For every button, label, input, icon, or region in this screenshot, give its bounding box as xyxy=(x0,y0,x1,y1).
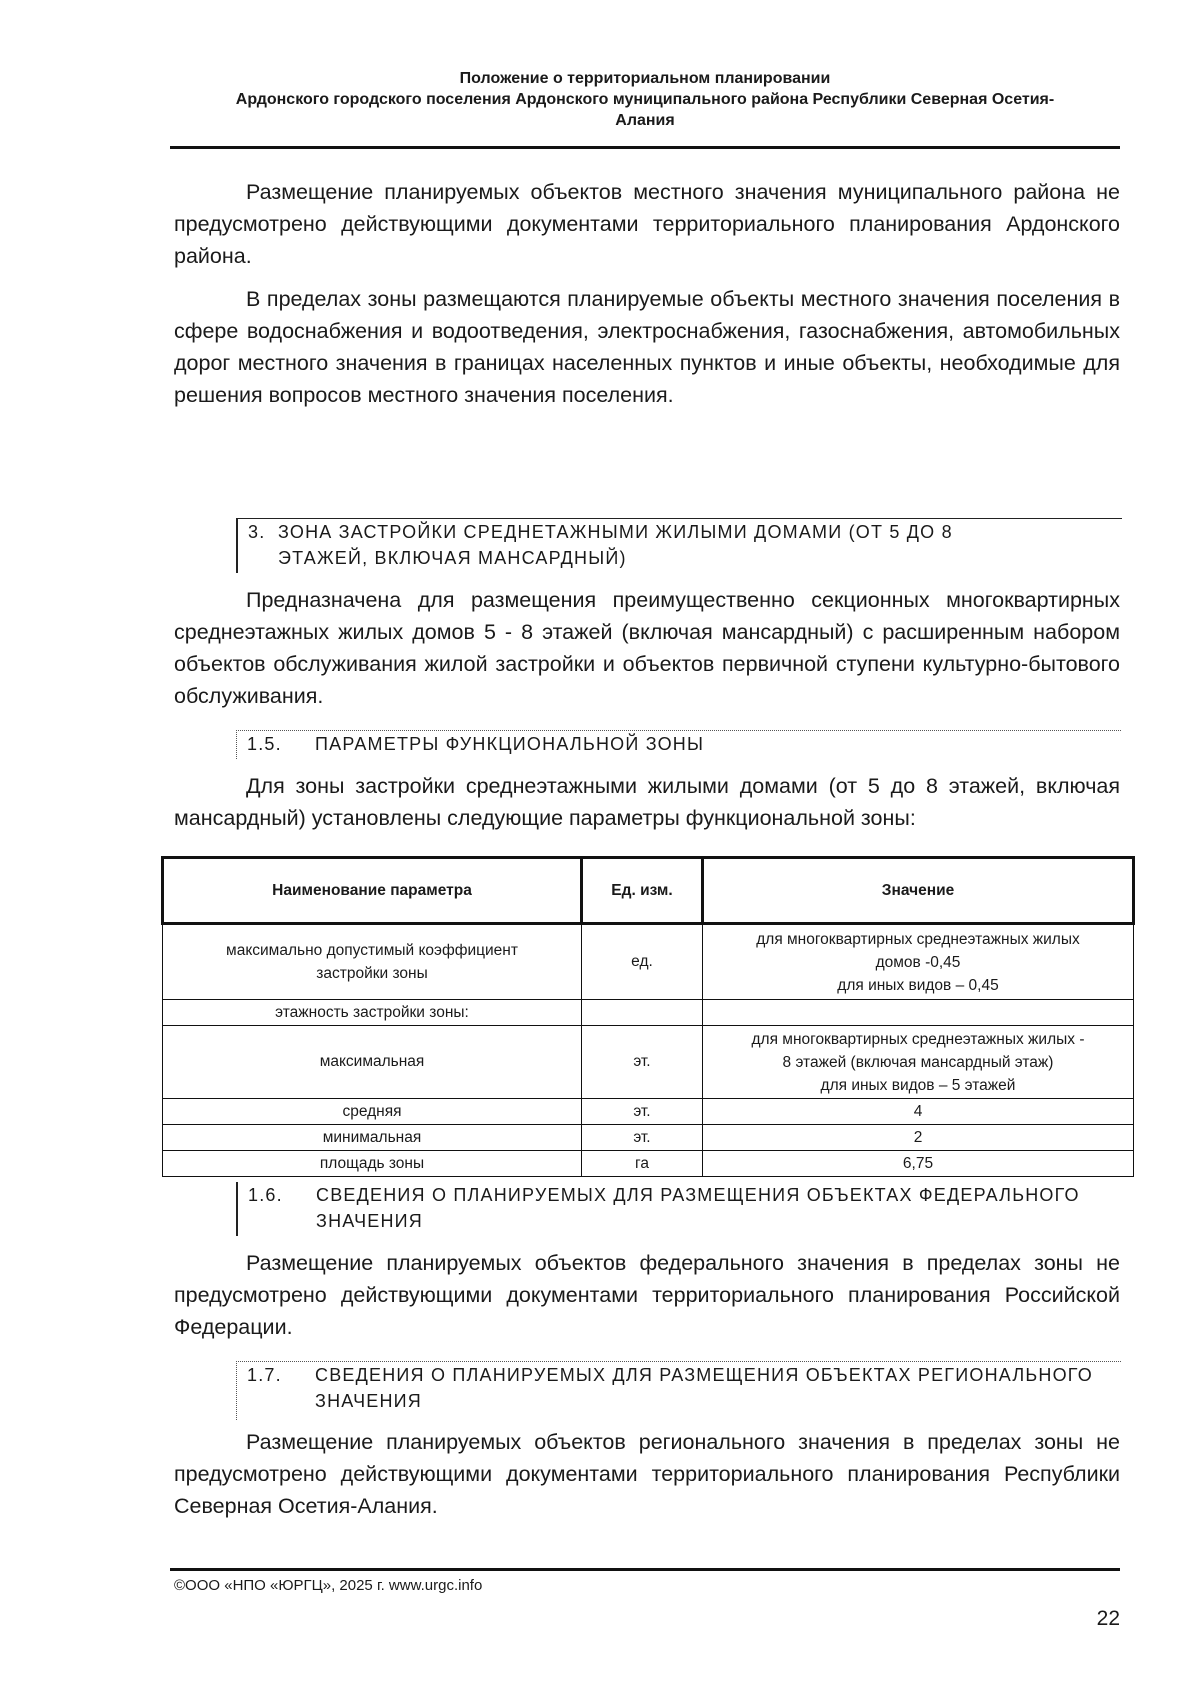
cell-parameter: этажность застройки зоны: xyxy=(163,1000,582,1026)
cell-parameter: максимальная xyxy=(163,1026,582,1099)
cell-unit: ед. xyxy=(582,924,703,1000)
cell-unit xyxy=(582,1000,703,1026)
cell-value: 2 xyxy=(703,1125,1134,1151)
section-number: 1.7. xyxy=(247,1365,282,1385)
section-title: ПАРАМЕТРЫ ФУНКЦИОНАЛЬНОЙ ЗОНЫ xyxy=(315,734,705,754)
cell-text: для иных видов – 0,45 xyxy=(837,976,999,994)
cell-parameter xyxy=(163,924,582,1000)
section-heading-3 xyxy=(236,518,1122,573)
header-cell-unit: Ед. изм. xyxy=(582,858,703,924)
document-header xyxy=(170,68,1120,131)
cell-value: 4 xyxy=(703,1099,1134,1125)
cell-unit: эт. xyxy=(582,1125,703,1151)
section-heading-1-6 xyxy=(236,1182,1122,1236)
section-title-line-2: ЭТАЖЕЙ, ВКЛЮЧАЯ МАНСАРДНЫЙ) xyxy=(278,548,627,568)
section-title-line-2: ЗНАЧЕНИЯ xyxy=(315,1391,423,1411)
section-heading-1-7 xyxy=(236,1361,1121,1420)
section-title-line-2: ЗНАЧЕНИЯ xyxy=(316,1211,424,1231)
cell-parameter: минимальная xyxy=(163,1125,582,1151)
cell-text: для многоквартирных среднеэтажных жилых - xyxy=(751,1030,1085,1048)
cell-text: 8 этажей (включая мансардный этаж) xyxy=(782,1053,1054,1071)
footer-rule xyxy=(170,1568,1120,1571)
paragraph-purpose: Предназначена для размещения преимущественно секционных многоквартирных среднеэтажных жилых домов 5 - 8 этажей (включая мансардный) с расширенным набором объектов обслуживания жилой застройки и объектов первичной ступени культурно-бытового обслуживания. xyxy=(174,588,1120,708)
header-line-2: Ардонского городского поселения Ардонского муниципального района Республики Северная Осетия- xyxy=(235,91,1055,108)
page-number: 22 xyxy=(1096,1607,1120,1630)
table-row xyxy=(163,924,1134,1000)
cell-value xyxy=(703,1026,1134,1099)
section-number: 1.6. xyxy=(248,1185,283,1205)
paragraph-municipal: Размещение планируемых объектов местного значения муниципального района не предусмотрено действующими документами территориального планирования Ардонского района. xyxy=(174,180,1120,268)
cell-value xyxy=(703,924,1134,1000)
table-header-row xyxy=(163,858,1134,924)
cell-unit: эт. xyxy=(582,1026,703,1099)
cell-unit: эт. xyxy=(582,1099,703,1125)
section-title-line-1: СВЕДЕНИЯ О ПЛАНИРУЕМЫХ ДЛЯ РАЗМЕЩЕНИЯ ОБЪЕКТАХ РЕГИОНАЛЬНОГО xyxy=(315,1365,1093,1385)
paragraph-federal: Размещение планируемых объектов федерального значения в пределах зоны не предусмотрено действующими документами территориального планирования Российской Федерации. xyxy=(174,1251,1120,1339)
parameters-table xyxy=(161,856,1135,1177)
cell-text: для иных видов – 5 этажей xyxy=(820,1076,1016,1094)
section-title-line-1: СВЕДЕНИЯ О ПЛАНИРУЕМЫХ ДЛЯ РАЗМЕЩЕНИЯ ОБЪЕКТАХ ФЕДЕРАЛЬНОГО xyxy=(316,1185,1080,1205)
header-rule xyxy=(170,146,1120,149)
table-row xyxy=(163,1000,1134,1026)
table-row xyxy=(163,1151,1134,1177)
paragraph-zone-objects: В пределах зоны размещаются планируемые объекты местного значения поселения в сфере водоснабжения и водоотведения, электроснабжения, газоснабжения, автомобильных дорог местного значения в границах населенных пунктов и иные объекты, необходимые для решения вопросов местного значения поселения. xyxy=(174,287,1120,407)
cell-text: для многоквартирных среднеэтажных жилых xyxy=(756,930,1080,948)
table-row xyxy=(163,1125,1134,1151)
section-title-line-1: ЗОНА ЗАСТРОЙКИ СРЕДНЕТАЖНЫМИ ЖИЛЫМИ ДОМАМИ (ОТ 5 ДО 8 xyxy=(278,522,953,542)
header-line-1: Положение о территориальном планировании xyxy=(459,70,831,87)
footer-copyright: ©ООО «НПО «ЮРГЦ», 2025 г. www.urgc.info xyxy=(174,1577,483,1594)
paragraph-regional: Размещение планируемых объектов регионального значения в пределах зоны не предусмотрено действующими документами территориального планирования Республики Северная Осетия-Алания. xyxy=(174,1430,1120,1518)
section-number: 3. xyxy=(248,522,266,542)
cell-text: максимально допустимый коэффициент xyxy=(226,942,518,959)
section-number: 1.5. xyxy=(247,734,282,754)
table-row xyxy=(163,1099,1134,1125)
cell-text: застройки зоны xyxy=(316,965,428,982)
cell-value: 6,75 xyxy=(703,1151,1134,1177)
cell-parameter: средняя xyxy=(163,1099,582,1125)
section-heading-1-5 xyxy=(236,730,1121,759)
paragraph-params-intro: Для зоны застройки среднеэтажными жилыми домами (от 5 до 8 этажей, включая мансардный) установлены следующие параметры функциональной зоны: xyxy=(174,774,1120,830)
cell-unit: га xyxy=(582,1151,703,1177)
header-line-3: Алания xyxy=(615,112,675,129)
header-cell-value: Значение xyxy=(703,858,1134,924)
cell-parameter: площадь зоны xyxy=(163,1151,582,1177)
header-cell-parameter: Наименование параметра xyxy=(163,858,582,924)
table-row xyxy=(163,1026,1134,1099)
cell-value xyxy=(703,1000,1134,1026)
cell-text: домов -0,45 xyxy=(875,953,961,971)
